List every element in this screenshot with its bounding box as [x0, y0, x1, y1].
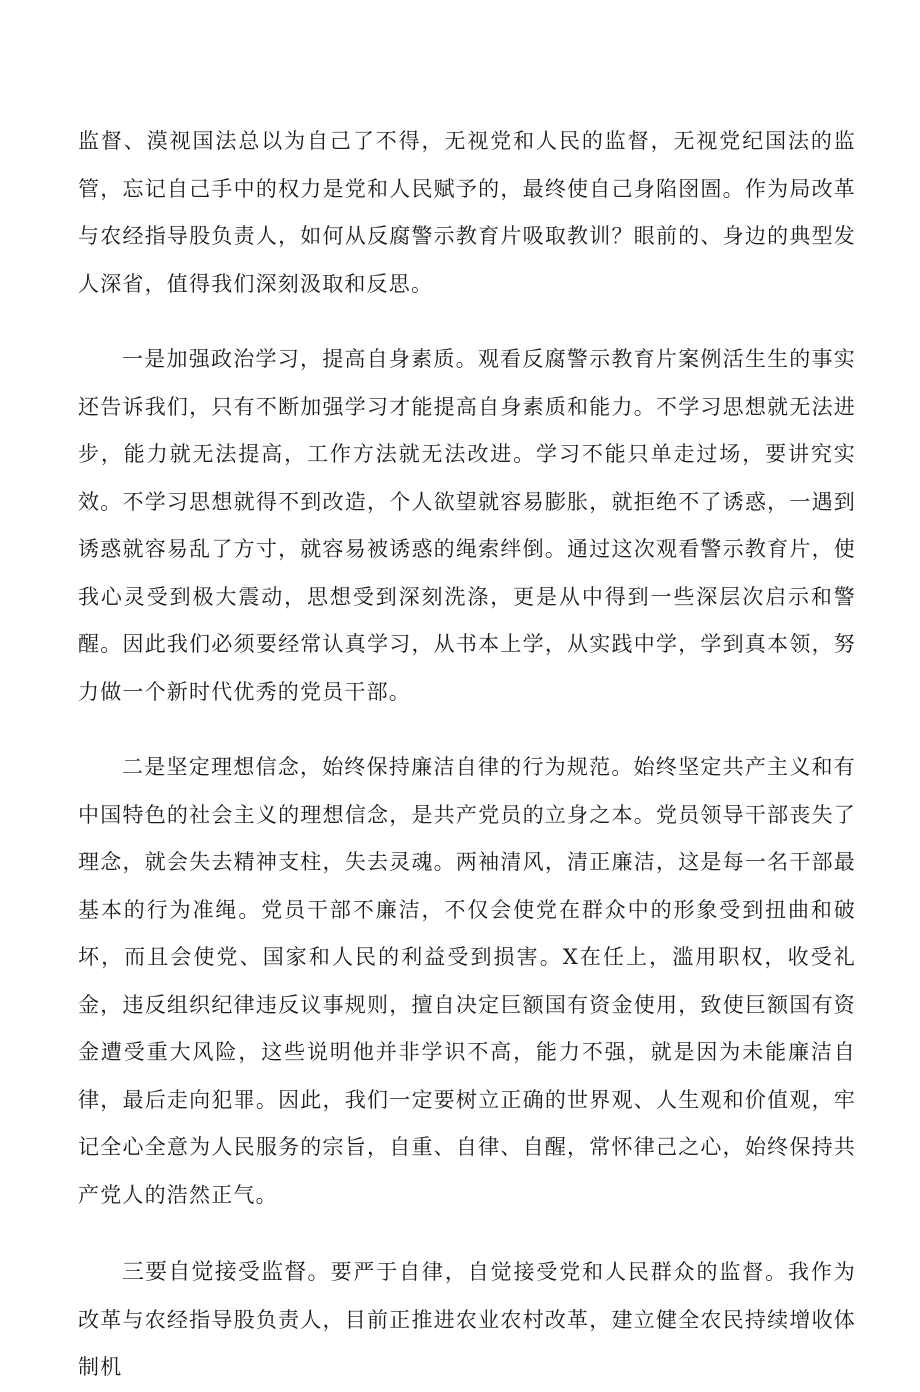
- paragraph-ideals-beliefs: 二是坚定理想信念，始终保持廉洁自律的行为规范。始终坚定共产主义和有中国特色的社会主义的理想信念，是共产党员的立身之本。党员领导干部丧失了理念，就会失去精神支柱，失去灵魂。两袖清风，清正廉洁，这是每一名干部最基本的行为准绳。党员干部不廉洁，不仅会使党在群众中的形象受到扭曲和破坏，而且会使党、国家和人民的利益受到损害。X在任上，滥用职权，收受礼金，违反组织纪律违反议事规则，擅自决定巨额国有资金使用，致使巨额国有资金遭受重大风险，这些说明他并非学识不高，能力不强，就是因为未能廉洁自律，最后走向犯罪。因此，我们一定要树立正确的世界观、人生观和价值观，牢记全心全意为人民服务的宗旨，自重、自律、自醒，常怀律己之心，始终保持共产党人的浩然正气。: [78, 755, 856, 1207]
- paragraph-spacer: [78, 716, 856, 744]
- paragraph-political-study: 一是加强政治学习，提高自身素质。观看反腐警示教育片案例活生生的事实还告诉我们，只有不断加强学习才能提高自身素质和能力。不学习思想就无法进步，能力就无法提高，工作方法就无法改进。学习不能只单走过场，要讲究实效。不学习思想就得不到改造，个人欲望就容易膨胀，就拒绝不了诱惑，一遇到诱惑就容易乱了方寸，就容易被诱惑的绳索绊倒。通过这次观看警示教育片，使我心灵受到极大震动，思想受到深刻洗涤，更是从中得到一些深层次启示和警醒。因此我们必须要经常认真学习，从书本上学，从实践中学，学到真本领，努力做一个新时代优秀的党员干部。: [78, 347, 856, 704]
- paragraph-supervision: [78, 1249, 856, 1392]
- paragraph-spacer: [78, 308, 856, 336]
- paragraph-spacer: [78, 1219, 856, 1249]
- paragraph-text: 要严于自律，自觉接受党和人民群众的监督。我作为改革与农经指导股负责人，目前正推进农业农村改革，建立健全农民持续增收体制机: [78, 1260, 856, 1379]
- paragraph-heading: 三要自觉接受监督。: [122, 1260, 331, 1285]
- document-body: [78, 118, 856, 1392]
- paragraph-continuation: 监督、漠视国法总以为自己了不得，无视党和人民的监督，无视党纪国法的监管，忘记自己手中的权力是党和人民赋予的，最终使自己身陷囹圄。作为局改革与农经指导股负责人，如何从反腐警示教育片吸取教训？眼前的、身边的典型发人深省，值得我们深刻汲取和反思。: [78, 129, 856, 296]
